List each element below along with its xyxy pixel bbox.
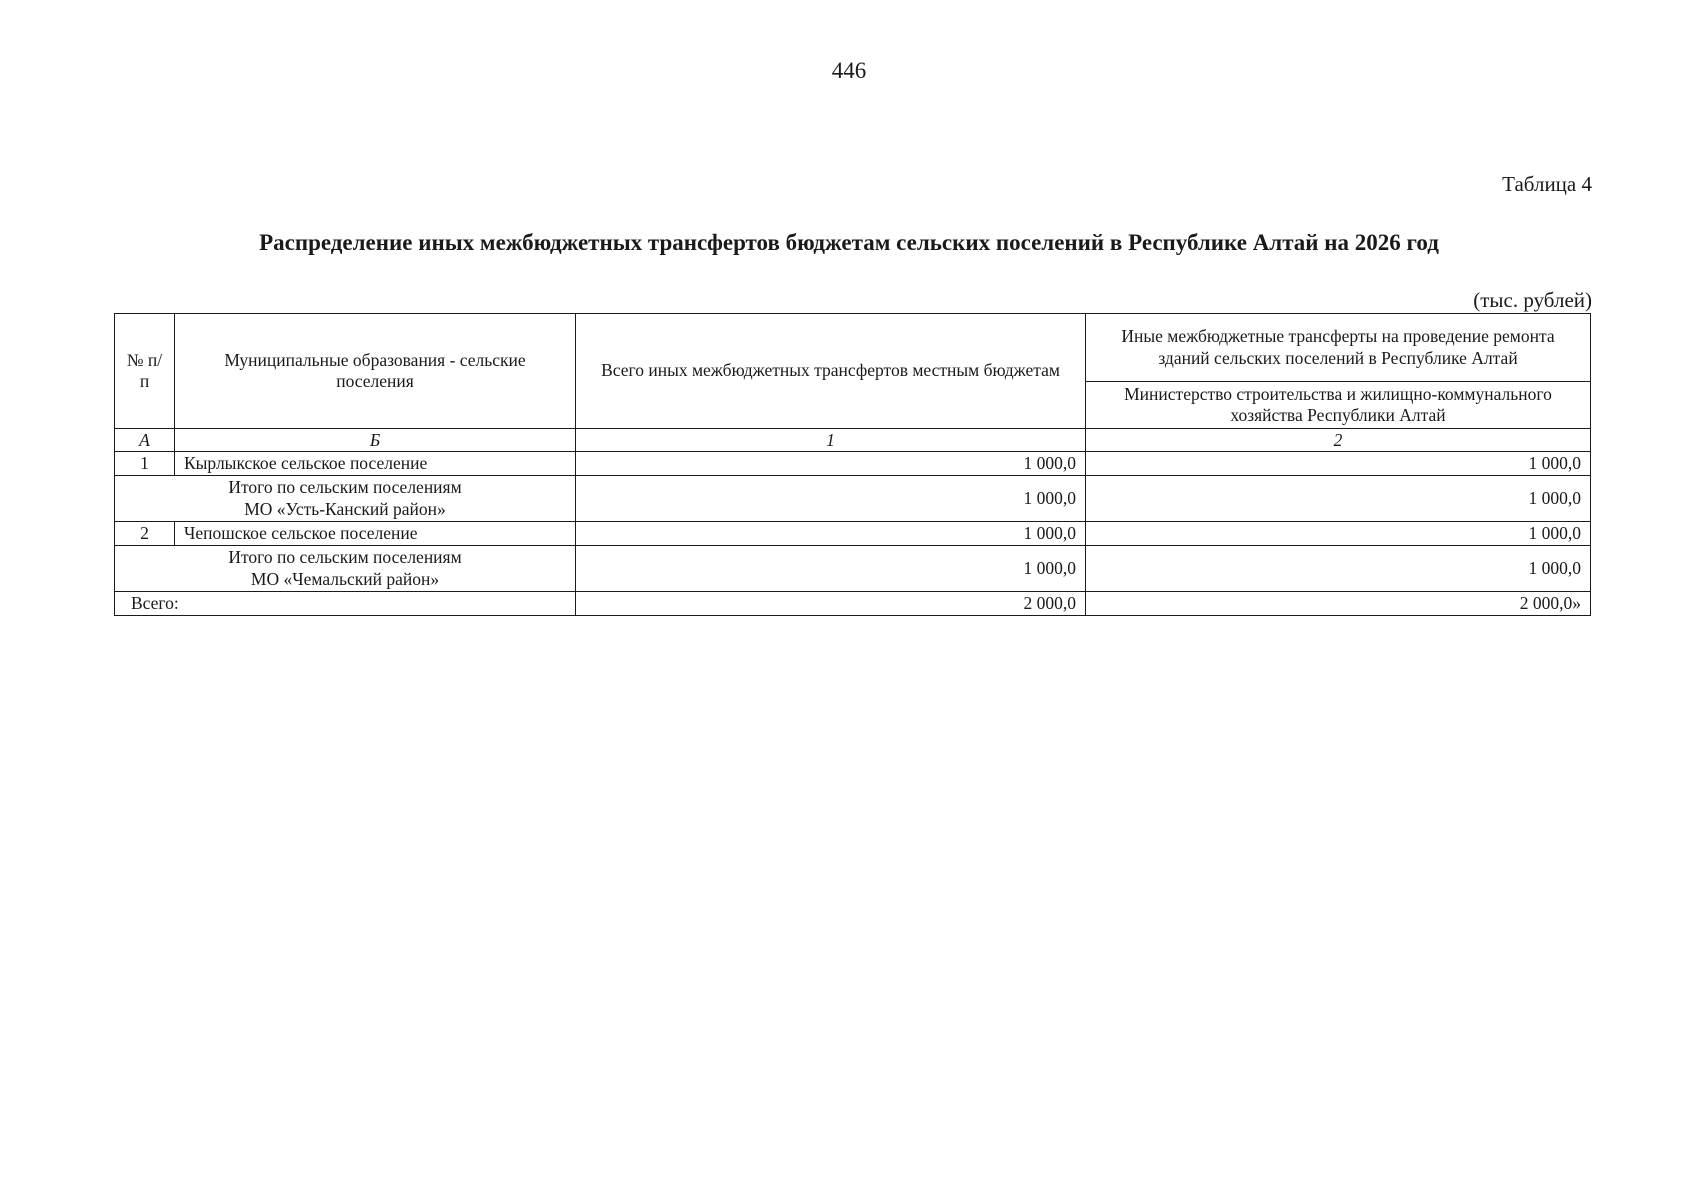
subtotal-district: МО «Чемальский район» [250, 568, 440, 589]
row-number: 2 [115, 522, 175, 546]
column-index-cell: Б [175, 429, 576, 452]
table-row [115, 522, 1591, 546]
header-transfer-group: Иные межбюджетные трансферты на проведение ремонта зданий сельских поселений в Республике Алтай [1086, 314, 1591, 382]
table-header-row [115, 314, 1591, 382]
ministry-amount: 1 000,0 [1086, 476, 1591, 522]
column-index-cell: А [115, 429, 175, 452]
header-ministry: Министерство строительства и жилищно-коммунального хозяйства Республики Алтай [1086, 382, 1591, 429]
units-label: (тыс. рублей) [1473, 288, 1592, 312]
table-row [115, 452, 1591, 476]
column-index-cell: 2 [1086, 429, 1591, 452]
header-municipality: Муниципальные образования - сельские поселения [175, 314, 576, 429]
subtotal-label [115, 546, 576, 592]
total-amount: 1 000,0 [576, 452, 1086, 476]
document-title: Распределение иных межбюджетных трансфертов бюджетам сельских поселений в Республике Алтай на 2026 год [259, 230, 1439, 255]
subtotal-label [115, 476, 576, 522]
ministry-amount: 1 000,0 [1086, 522, 1591, 546]
header-number: № п/п [115, 314, 175, 429]
subtotal-row [115, 476, 1591, 522]
total-amount: 1 000,0 [576, 546, 1086, 592]
page-number: 446 [831, 58, 867, 83]
header-total-transfers: Всего иных межбюджетных трансфертов местным бюджетам [576, 314, 1086, 429]
subtotal-label-line: Итого по сельским поселениям [228, 547, 462, 568]
table-label: Таблица 4 [1502, 172, 1592, 196]
subtotal-district: МО «Усть-Канский район» [244, 498, 446, 519]
total-amount: 1 000,0 [576, 522, 1086, 546]
settlement-name: Чепошское сельское поселение [175, 522, 576, 546]
grand-total-label: Всего: [115, 592, 576, 616]
column-index-cell: 1 [576, 429, 1086, 452]
grand-total-row [115, 592, 1591, 616]
subtotal-label-line: Итого по сельским поселениям [228, 477, 462, 498]
grand-total-ministry-amount: 2 000,0» [1086, 592, 1591, 616]
ministry-amount: 1 000,0 [1086, 546, 1591, 592]
subtotal-row [115, 546, 1591, 592]
grand-total-amount: 2 000,0 [576, 592, 1086, 616]
total-amount: 1 000,0 [576, 476, 1086, 522]
settlement-name: Кырлыкское сельское поселение [175, 452, 576, 476]
column-index-row [115, 429, 1591, 452]
ministry-amount: 1 000,0 [1086, 452, 1591, 476]
row-number: 1 [115, 452, 175, 476]
transfers-table [114, 313, 1591, 616]
